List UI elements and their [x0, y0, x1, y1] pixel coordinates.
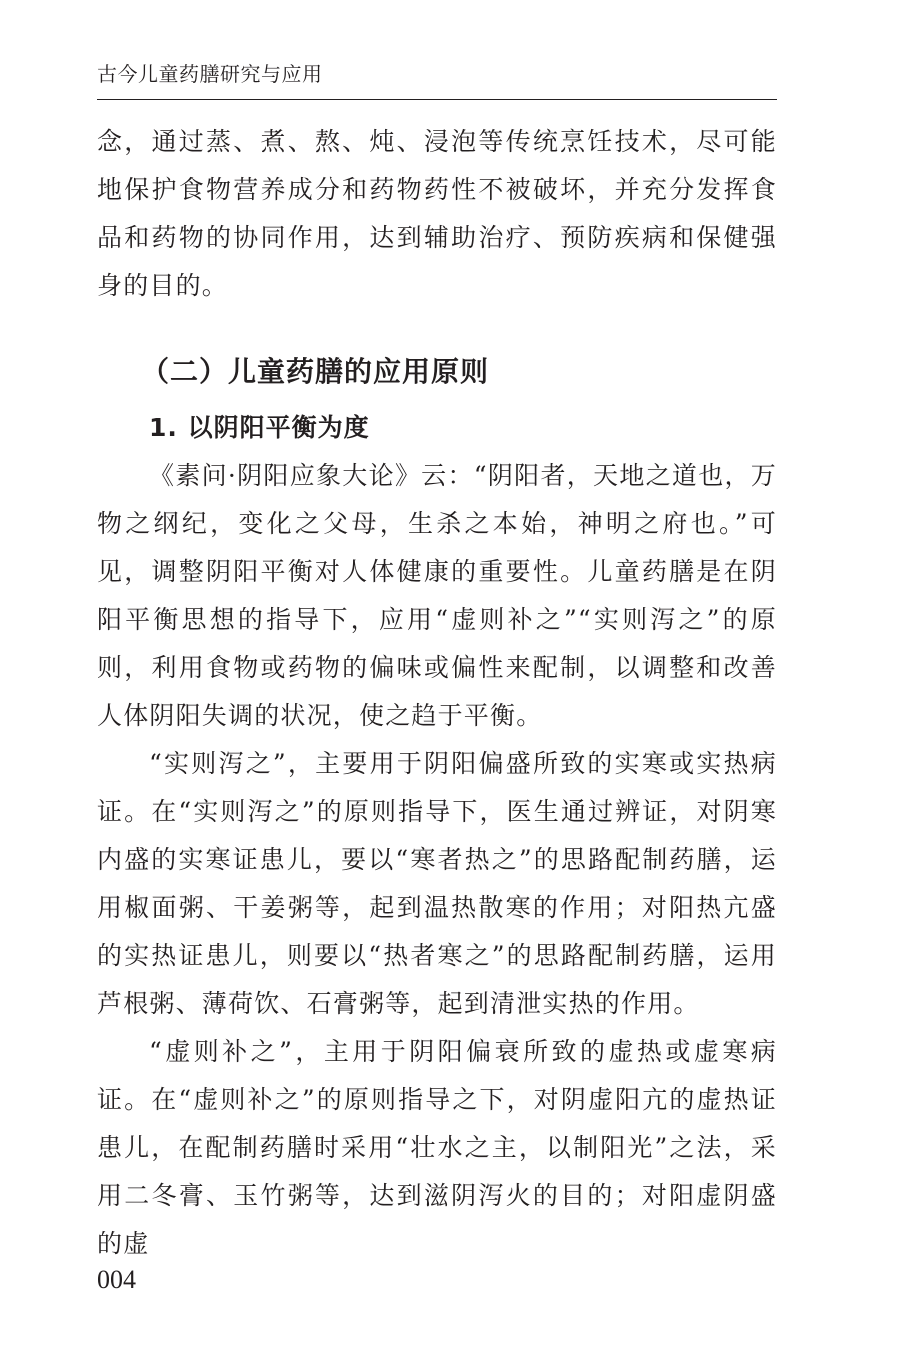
paragraph-excess: “实则泻之”，主要用于阴阳偏盛所致的实寒或实热病证。在“实则泻之”的原则指导下，医生通过辨证，对阴寒内盛的实寒证患儿，要以“寒者热之”的思路配制药膳，运用椒面粥、干姜粥等，起到温热散寒的作用；对阳热亢盛的实热证患儿，则要以“热者寒之”的思路配制药膳，运用芦根粥、薄荷饮、石膏粥等，起到清泄实热的作用。 — [97, 749, 777, 1018]
paragraph-quote: 《素问·阴阳应象大论》云：“阴阳者，天地之道也，万物之纲纪，变化之父母，生杀之本始，神明之府也。”可见，调整阴阳平衡对人体健康的重要性。儿童药膳是在阴阳平衡思想的指导下，应用“虚则补之”“实则泻之”的原则，利用食物或药物的偏味或偏性来配制，以调整和改善人体阴阳失调的状况，使之趋于平衡。 — [97, 461, 777, 730]
intro-paragraph: 念，通过蒸、煮、熬、炖、浸泡等传统烹饪技术，尽可能地保护食物营养成分和药物药性不被破坏，并充分发挥食品和药物的协同作用，达到辅助治疗、预防疾病和保健强身的目的。 — [97, 127, 777, 300]
running-header: 古今儿童药膳研究与应用 — [97, 62, 323, 86]
paragraph-deficiency: “虚则补之”，主用于阴阳偏衰所致的虚热或虚寒病证。在“虚则补之”的原则指导之下，对阴虚阳亢的虚热证患儿，在配制药膳时采用“壮水之主，以制阳光”之法，采用二冬膏、玉竹粥等，达到滋阴泻火的目的；对阳虚阴盛的虚 — [97, 1037, 777, 1258]
page-number: 004 — [97, 1265, 136, 1294]
subsection-heading: 1. 以阴阳平衡为度 — [149, 413, 370, 442]
header-rule — [97, 99, 777, 100]
section-heading: （二）儿童药膳的应用原则 — [141, 355, 490, 388]
page-content — [97, 118, 777, 1268]
